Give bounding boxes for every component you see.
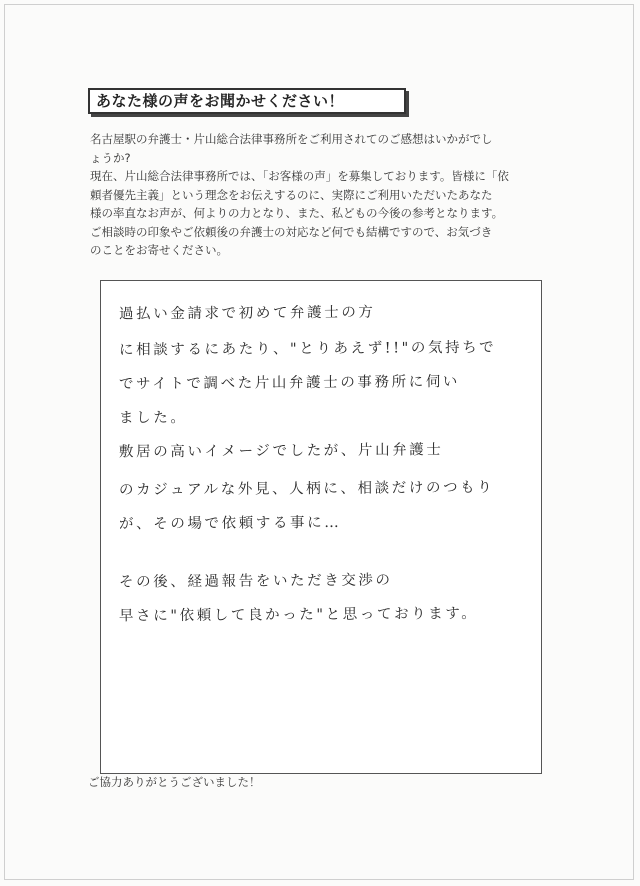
handwritten-line: その後、経過報告をいただき交渉の xyxy=(118,572,393,591)
intro-line: ょうか? xyxy=(90,150,131,165)
intro-text xyxy=(90,130,560,260)
handwritten-line: が、その場で依頼する事に… xyxy=(118,514,342,533)
handwritten-line: でサイトで調べた片山弁護士の事務所に伺い xyxy=(118,374,461,393)
intro-line: 様の率直なお声が、何よりの力となり、また、私どもの今後の参考となります。 xyxy=(90,206,504,220)
handwritten-line: 早さに"依頼して良かった"と思っております。 xyxy=(118,605,479,625)
handwritten-comment-box xyxy=(100,280,542,774)
thanks-note: ご協力ありがとうございました！ xyxy=(88,775,261,789)
intro-line: 頼者優先主義」という理念をお伝えするのに、実際にご利用いただいたあなた xyxy=(90,187,493,202)
intro-line: のことをお寄せください。 xyxy=(90,243,228,257)
handwritten-line: 過払い金請求で初めて弁護士の方 xyxy=(118,304,376,323)
handwritten-line: に相談するにあたり、"とりあえず!!"の気持ちで xyxy=(118,339,497,359)
handwritten-line: のカジュアルな外見、人柄に、相談だけのつもり xyxy=(118,479,495,499)
intro-line: ご相談時の印象やご依頼後の弁護士の対応など何でも結構ですので、お気づき xyxy=(90,224,493,239)
handwritten-line: 敷居の高いイメージでしたが、片山弁護士 xyxy=(118,442,444,461)
page-title: あなた様の声をお聞かせください！ xyxy=(88,88,406,114)
intro-line: 現在、片山総合法律事務所では、「お客様の声」を募集しております。皆様に「依 xyxy=(90,169,509,183)
handwritten-line: ました。 xyxy=(118,409,188,427)
intro-line: 名古屋駅の弁護士・片山総合法律事務所をご利用されてのご感想はいかがでし xyxy=(90,132,493,146)
